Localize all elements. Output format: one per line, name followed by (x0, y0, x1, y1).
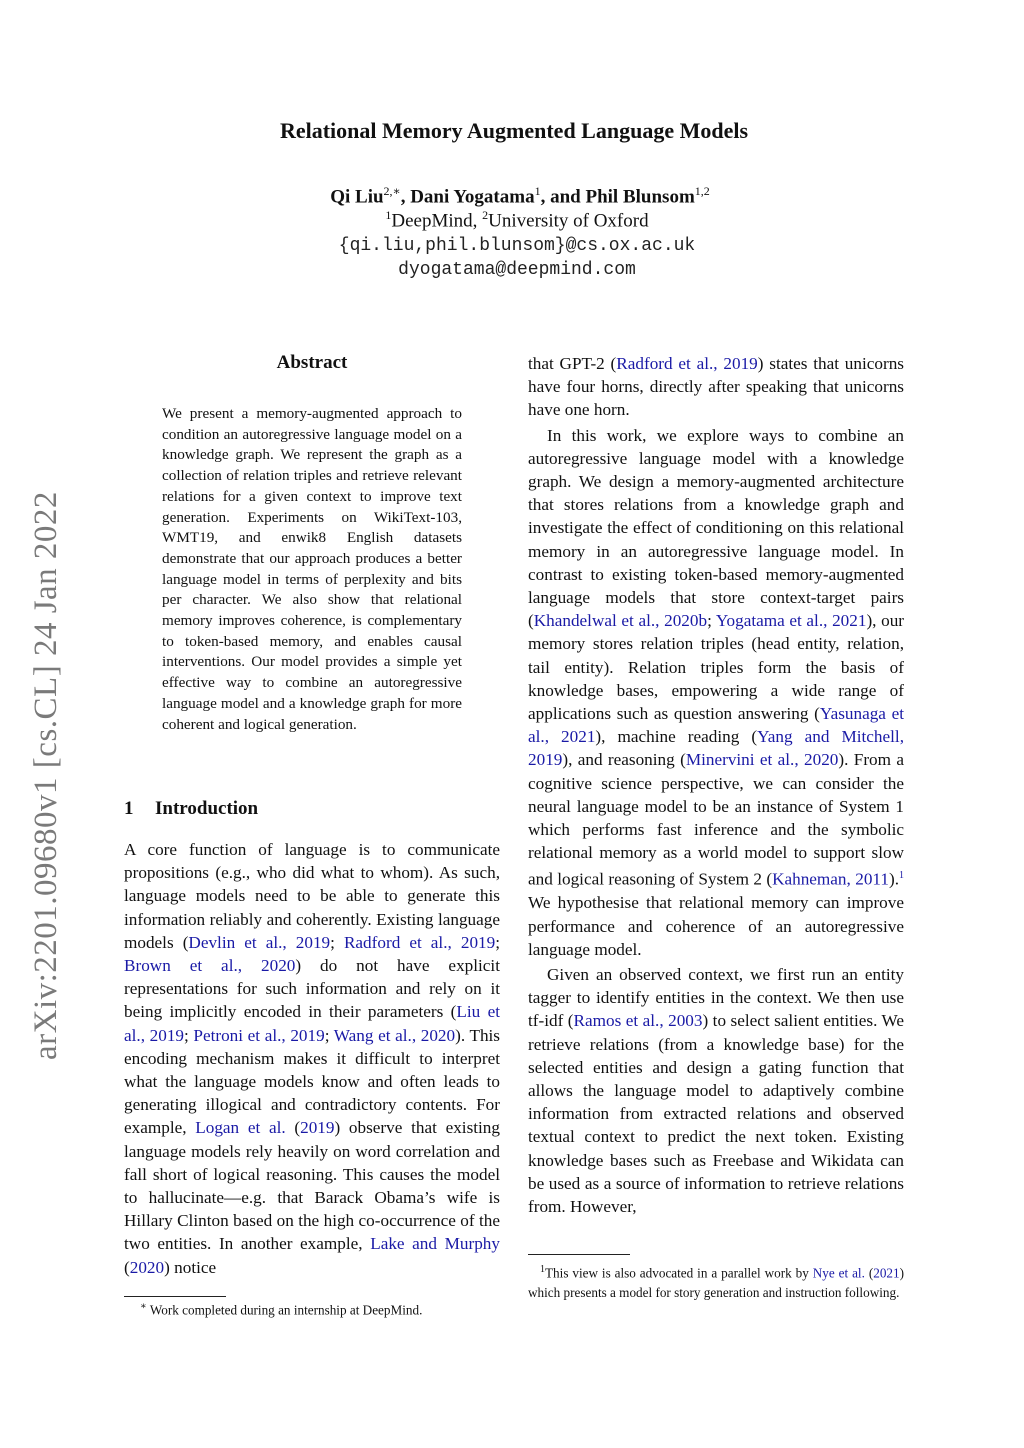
body-text: ). This encoding mechanism makes it difficult to interpret what the language models know and often leads to generating illogical and contradictory contents. For example, (124, 1025, 500, 1138)
author-name: Qi Liu (330, 186, 384, 208)
body-text: ) do not have explicit representations for such information and rely on it being implicitly encoded in their parameters ( (124, 956, 500, 1022)
citation-link[interactable]: Radford et al., 2019 (616, 354, 758, 373)
author-superscript: 1,2 (694, 184, 710, 198)
body-text: ) (334, 1118, 341, 1138)
citation-link[interactable]: 2020 (129, 1257, 165, 1277)
author-list (0, 184, 1024, 208)
paragraph: that GPT-2 (Radford et al., 2019) states that unicorns have four horns, directly after speaking that unicorns have one horn. (528, 354, 904, 420)
author-email: {qi.liu,phil.blunsom}@cs.ox.ac.uk (338, 236, 696, 256)
citation-link[interactable]: Petroni et al., 2019 (193, 1025, 325, 1045)
citation-link[interactable]: Yogatama et al., 2021 (715, 611, 867, 631)
citation-link[interactable]: Lake and Murphy (370, 1234, 500, 1254)
affiliation-org: University of Oxford (488, 210, 649, 232)
citation-link[interactable]: Kahneman, 2011 (772, 870, 889, 890)
footnote-marker[interactable]: 1 (899, 870, 905, 882)
citation-link[interactable]: Liu et al., 2019 (124, 1002, 500, 1045)
footnote-marker: 1 (540, 1264, 545, 1275)
body-text: notice (169, 1257, 217, 1277)
intro-paragraph (124, 838, 500, 1279)
footnote: $^1$This view is also advocated in a parallel work by Nye et al. (2021) which presents a model for story generation and instruction following. (528, 1264, 904, 1301)
citation-link[interactable]: Yasunaga et al., 2021 (528, 704, 905, 747)
arxiv-identifier: arXiv:2201.09680v1 [cs.CL] 24 Jan 2022 (28, 491, 64, 1060)
citation-link[interactable]: Yang and Mitchell, 2019 (528, 727, 905, 770)
author-superscript: 1 (534, 184, 541, 198)
body-text: ; (495, 932, 501, 952)
right-column (528, 352, 904, 1218)
author-name: , and Phil Blunsom (540, 186, 695, 208)
affiliation-superscript: 1 (385, 208, 392, 222)
body-text: ; (184, 1025, 194, 1045)
citation-link[interactable]: Logan et al. (195, 1118, 286, 1138)
footnote-rule (124, 1296, 226, 1297)
author-email: dyogatama@deepmind.com (398, 260, 636, 280)
citation-link[interactable]: Devlin et al., 2019 (188, 932, 331, 952)
body-text: ) (164, 1257, 170, 1277)
paragraph: In this work, we explore ways to combine an autoregressive language model with a knowledge graph. We design a memory-augmented architecture that stores relations from a knowledge graph and investigate the effect of conditioning on this relational memory in an autoregressive language model. In contrast to existing token-based memory-augmented language models that store context-target pairs (Khandelwal et al., 2020b; Yogatama et al., 2021), our memory stores relation triples (head entity, relation, tail entity). Relation triples form the basis of knowledge bases, empowering a wide range of applications such as question answering (Yasunaga et al., 2021), machine reading (Yang and Mitchell, 2019), and reasoning (Minervini et al., 2020). From a cognitive science perspective, we can consider the neural language model to be an instance of System 1 which performs fast inference and the symbolic relational memory as a world model to support slow and logical reasoning of System 2 (Kahneman, 2011).$^1$ We hypothesise that relational memory can improve performance and coherence of an autoregressive language model. (528, 425, 905, 959)
citation-link[interactable]: Wang et al., 2020 (333, 1025, 456, 1045)
paper-title: Relational Memory Augmented Language Models (279, 118, 749, 143)
citation-link[interactable]: 2019 (300, 1118, 335, 1138)
section-number: 1 (124, 798, 134, 819)
affiliation-superscript: 2 (482, 208, 489, 222)
footnote: ∗ Work completed during an internship at DeepMind. (140, 1301, 423, 1318)
citation-link[interactable]: Minervini et al., 2020 (685, 750, 839, 770)
affiliation-org: DeepMind, (391, 210, 483, 232)
body-text: ; (324, 1025, 334, 1045)
body-text: ( (124, 1257, 130, 1277)
footnote-marker: ∗ (140, 1301, 147, 1312)
section-heading (124, 798, 258, 820)
body-text: A core function of language is to communicate propositions (e.g., who did what to whom). As such, language models need to be able to generate this information reliably and coherently. Existing language models ( (124, 840, 500, 952)
abstract-text: We present a memory-augmented approach to condition an autoregressive language model on a knowledge graph. We represent the graph as a collection of relation triples and retrieve relevant relations for a given context to improve text generation. Experiments on WikiText-103, WMT19, and enwik8 English datasets demonstrate that our approach produces a better language model in terms of perplexity and bits per character. We also show that relational memory improves coherence, is complementary to token-based memory, and enables causal interventions. Our model provides a simple yet effective way to combine an autoregressive language model and a knowledge graph for more coherent and logical generation. (162, 405, 462, 733)
citation-link[interactable]: Radford et al., 2019 (343, 932, 496, 952)
citation-link[interactable]: 2021 (873, 1265, 900, 1281)
citation-link[interactable]: Khandelwal et al., 2020b (533, 611, 708, 631)
abstract-heading: Abstract (276, 352, 348, 373)
body-text: ; (330, 932, 344, 952)
footnote-rule (528, 1254, 630, 1255)
affiliations (0, 208, 1024, 232)
citation-link[interactable]: Brown et al., 2020 (124, 956, 296, 976)
body-text: ( (285, 1118, 301, 1138)
body-text: observe that existing language models rely heavily on word correlation and fall short of logical reasoning. This causes the model to hallucinate—e.g. that Barack Obama’s wife is Hillary Clinton based on the high co-occurrence of the two entities. In another example, (124, 1118, 500, 1254)
citation-link[interactable]: Ramos et al., 2003 (573, 1011, 703, 1031)
paragraph: Given an observed context, we first run an entity tagger to identify entities in the context. We then use tf-idf (Ramos et al., 2003) to select salient entities. We retrieve relations (from a knowledge base) for the selected entities and design a gating function that allows the language model to adaptively combine information from extracted relations and observed textual context to predict the next token. Existing knowledge bases such as Freebase and Wikidata can be used as a source of information to retrieve relations from. However, (528, 965, 905, 1217)
author-name: , Dani Yogatama (400, 186, 535, 208)
citation-link[interactable]: Nye et al. (812, 1265, 865, 1281)
section-title: Introduction (155, 798, 259, 819)
author-superscript: 2,∗ (383, 184, 401, 198)
